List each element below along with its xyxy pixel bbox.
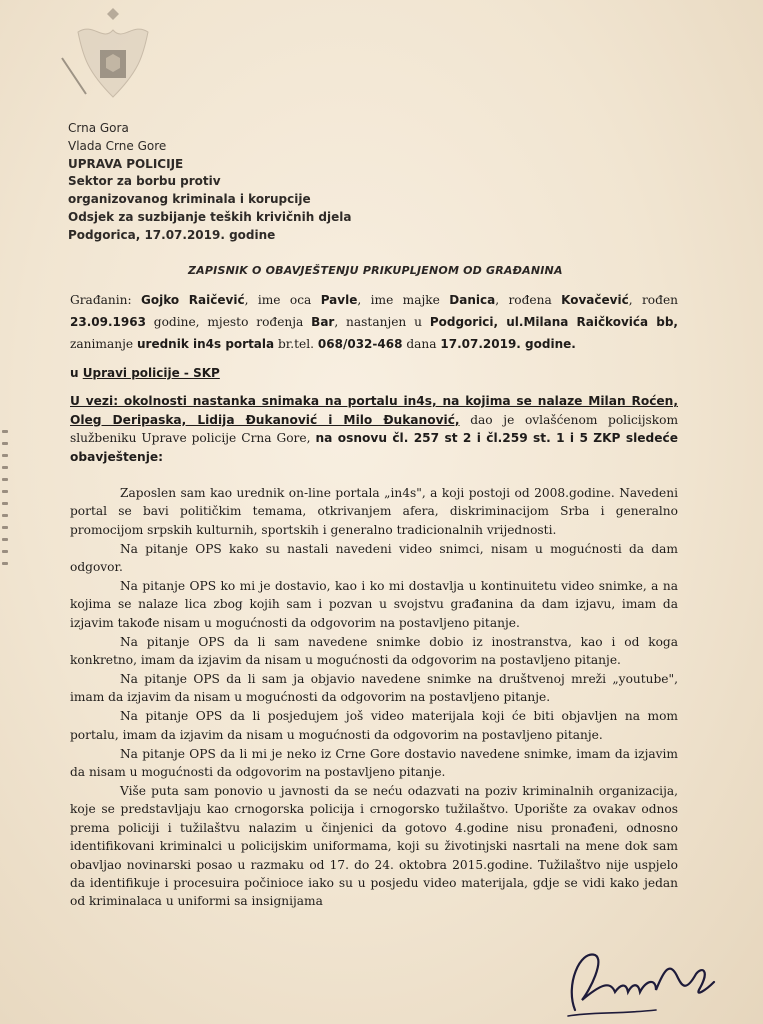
header-place-date: Podgorica, 17.07.2019. godine	[68, 227, 276, 242]
header-department: Odsjek za suzbijanje teških krivičnih djela	[68, 209, 352, 224]
citizen-name: Gojko Raičević	[141, 293, 245, 307]
unit-name: Upravi policije - SKP	[82, 366, 220, 380]
occupation-label: zanimanje	[70, 337, 134, 351]
mother-label: , ime majke	[357, 293, 440, 307]
document-body	[70, 289, 678, 911]
statement-paragraph: Na pitanje OPS ko mi je dostavio, kao i ko mi dostavlja u kontinuitetu video snimke, a na kojima se nalaze lica zbog kojih sam i pozvan u svojstvu građanina da dam izjavu, imam da izjavim takođe nisam u mogućnosti da odgovorim na postavljeno pitanje.	[70, 579, 678, 630]
regarding-section	[70, 392, 678, 466]
occupation: urednik in4s portala	[136, 337, 275, 351]
statement-paragraphs	[70, 484, 678, 911]
born-label: , rođena	[495, 293, 552, 307]
statement-paragraph: Više puta sam ponovio u javnosti da se neću odazvati na poziv kriminalnih organizacija, koje se predstavljaju kao crnogorska policija i crnogorsko tužilaštvo. Uporište za ovakav odnos prema policiji i tužilaštvu nalazim u činjenici da gotovo 4.godine nisu pronađeni, odnosno identifikovani kriminalci u policijskim uniformama, koji su životinjski nasrtali na mene dok sam obavljao novinarski posao u razmaku od 17. do 24. oktobra 2015.godine. Tužilaštvo nije uspjelo da identifikuje i procesuira počinioce iako su u posjedu video materijala, gdje se vidi kako jedan od kriminalaca u uniformi sa insignijama	[70, 784, 678, 909]
statement-paragraph: Na pitanje OPS da li mi je neko iz Crne Gore dostavio navedene snimke, imam da izjavim da nisam u mogućnosti da odgovorim na postavljeno pitanje.	[70, 746, 678, 780]
police-unit	[70, 366, 678, 380]
regarding-subject: U vezi: okolnosti nastanka snimaka na portalu in4s, na kojima se nalaze Milan Roćen, Oleg Deripaska, Lidija Đukanović i Milo Đukanović,	[70, 394, 678, 427]
statement-paragraph: Na pitanje OPS da li sam ja objavio navedene snimke na društvenoj mreži „youtube", imam da izjavim da nisam u mogućnosti da odgovorim na postavljeno pitanje.	[70, 672, 678, 705]
father-label: , ime oca	[244, 293, 312, 307]
birthplace: Bar	[311, 315, 335, 329]
date-of-birth: 23.09.1963	[70, 315, 146, 329]
unit-prefix: u	[70, 366, 79, 380]
statement-paragraph: Na pitanje OPS kako su nastali navedeni video snimci, nisam u mogućnosti da dam odgovor.	[70, 541, 678, 575]
header-sector-cont: organizovanog kriminala i korupcije	[68, 192, 311, 207]
born-label-2: , rođen	[628, 293, 679, 307]
document-title: ZAPISNIK O OBAVJEŠTENJU PRIKUPLJENOM OD GRAĐANINA	[188, 264, 563, 277]
mother-name: Danica	[449, 293, 496, 307]
header-government: Vlada Crne Gore	[68, 138, 167, 153]
citizen-details	[70, 289, 678, 355]
residence: Podgorici, ul.Milana Raičkovića bb,	[429, 315, 678, 329]
handwritten-signature	[560, 930, 730, 1020]
coat-of-arms-emblem	[58, 2, 168, 112]
regarding-rest: dao je ovlašćenom policijskom službeniku Uprave policije Crna Gore,	[70, 412, 679, 445]
residence-label: , nastanjen u	[334, 315, 422, 329]
legal-basis: na osnovu čl. 257 st 2 i čl.259 st. 1 i 5 ZKP sledeće obavještenje:	[70, 431, 678, 464]
statement-paragraph: Na pitanje OPS da li posjedujem još video materijala koji će biti objavljen na mom portalu, imam da izjavim da nisam u mogućnosti da odgovorim na postavljeno pitanje.	[70, 709, 678, 742]
statement-paragraph: Zaposlen sam kao urednik on-line portala „in4s", a koji postoji od 2008.godine. Navedeni portal se bavi političkim temama, otkrivanjem afera, diskriminacijom Srba i generalno promocijom srpskih kulturnih, sportskih i generalno tradicionalnih vrijednosti.	[70, 486, 678, 537]
father-name: Pavle	[320, 293, 358, 307]
punch-holes	[0, 430, 12, 580]
letterhead	[68, 120, 488, 245]
header-country: Crna Gora	[68, 121, 129, 135]
phone-label: br.tel.	[278, 337, 315, 351]
header-agency: UPRAVA POLICIJE	[68, 156, 184, 171]
phone-number: 068/032-468	[317, 337, 403, 351]
statement-date: 17.07.2019. godine.	[440, 337, 576, 351]
citizen-label: Građanin:	[70, 293, 132, 307]
birthplace-label: godine, mjesto rođenja	[153, 315, 304, 329]
statement-paragraph: Na pitanje OPS da li sam navedene snimke dobio iz inostranstva, kao i od koga konkretno, imam da izjavim da nisam u mogućnosti da odgovorim na postavljeno pitanje.	[70, 634, 678, 668]
mother-maiden-name: Kovačević	[561, 293, 629, 307]
date-label: dana	[406, 337, 437, 351]
header-sector: Sektor za borbu protiv	[68, 174, 221, 189]
